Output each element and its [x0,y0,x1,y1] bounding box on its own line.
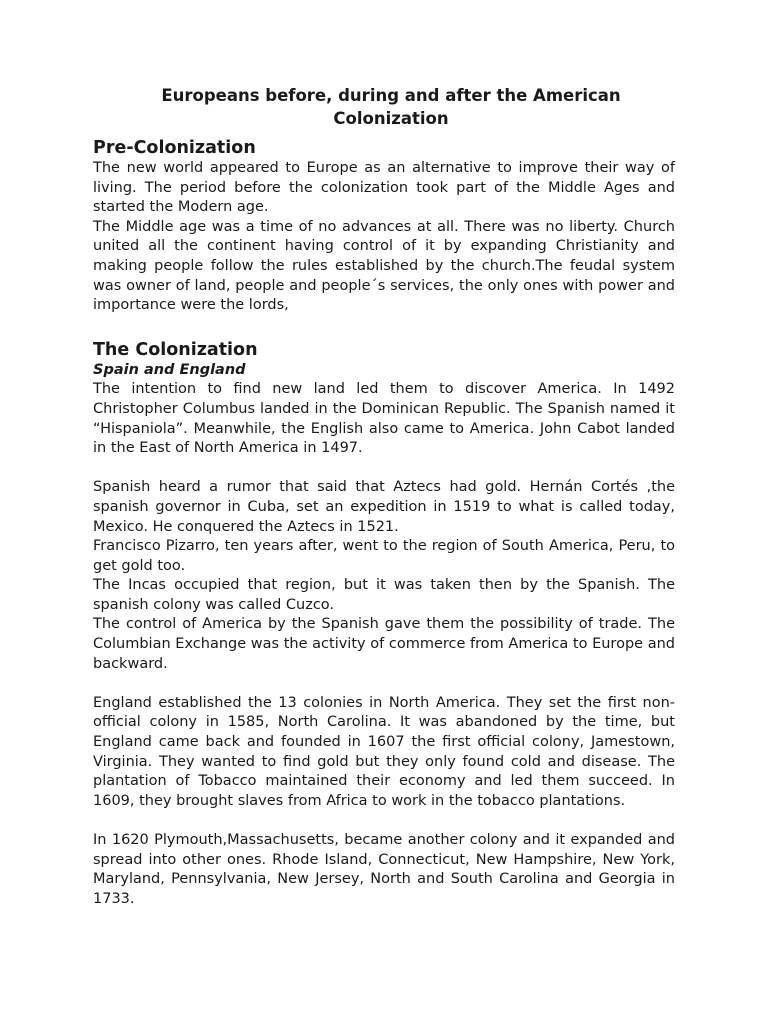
paragraph: England established the 13 colonies in North America. They set the first non-official colony in 1585, North Carolina. It was abandoned by the time, but England came back and founded in 1607 the first official colony, Jamestown, Virginia. They wanted to find gold but they only found cold and disease. The plantation of Tobacco maintained their economy and led them succeed. In 1609, they brought slaves from Africa to work in the tobacco plantations. [93,694,675,809]
paragraph: The intention to find new land led them to discover America. In 1492 Christopher Columbus landed in the Dominican Republic. The Spanish named it “Hispaniola”. Meanwhile, the English also came to America. John Cabot landed in the East of North America in 1497. [93,381,675,457]
spacer [93,811,675,831]
spacer [93,316,675,338]
paragraph: The Incas occupied that region, but it was taken then by the Spanish. The spanish colony was called Cuzco. [93,577,675,613]
document-page [93,84,675,909]
section-heading-colonization: The Colonization [93,339,258,360]
paragraph: Francisco Pizarro, ten years after, went to the region of South America, Peru, to get gold too. [93,538,675,574]
subsection-heading: Spain and England [93,361,246,378]
document-title: Europeans before, during and after the American Colonization [161,86,621,128]
paragraph: The control of America by the Spanish gave them the possibility of trade. The Columbian Exchange was the activity of commerce from America to Europe and backward. [93,616,675,672]
paragraph: Spanish heard a rumor that said that Aztecs had gold. Hernán Cortés ,the spanish governor in Cuba, set an expedition in 1519 to what is called today, Mexico. He conquered the Aztecs in 1521. [93,479,675,535]
paragraph: The new world appeared to Europe as an alternative to improve their way of living. The period before the colonization took part of the Middle Ages and started the Modern age. [93,160,675,216]
spacer [93,674,675,694]
paragraph: The Middle age was a time of no advances at all. There was no liberty. Church united all the continent having control of it by expanding Christianity and making people follow the rules established by the church.The feudal system was owner of land, people and people´s services, the only ones with power and importance were the lords, [93,218,675,314]
section-heading-pre-colonization: Pre-Colonization [93,138,256,158]
paragraph: In 1620 Plymouth,Massachusetts, became another colony and it expanded and spread into other ones. Rhode Island, Connecticut, New Hampshire, New York, Maryland, Pennsylvania, New Jersey, North and South Carolina and Georgia in 1733. [93,832,675,907]
spacer [93,459,675,479]
